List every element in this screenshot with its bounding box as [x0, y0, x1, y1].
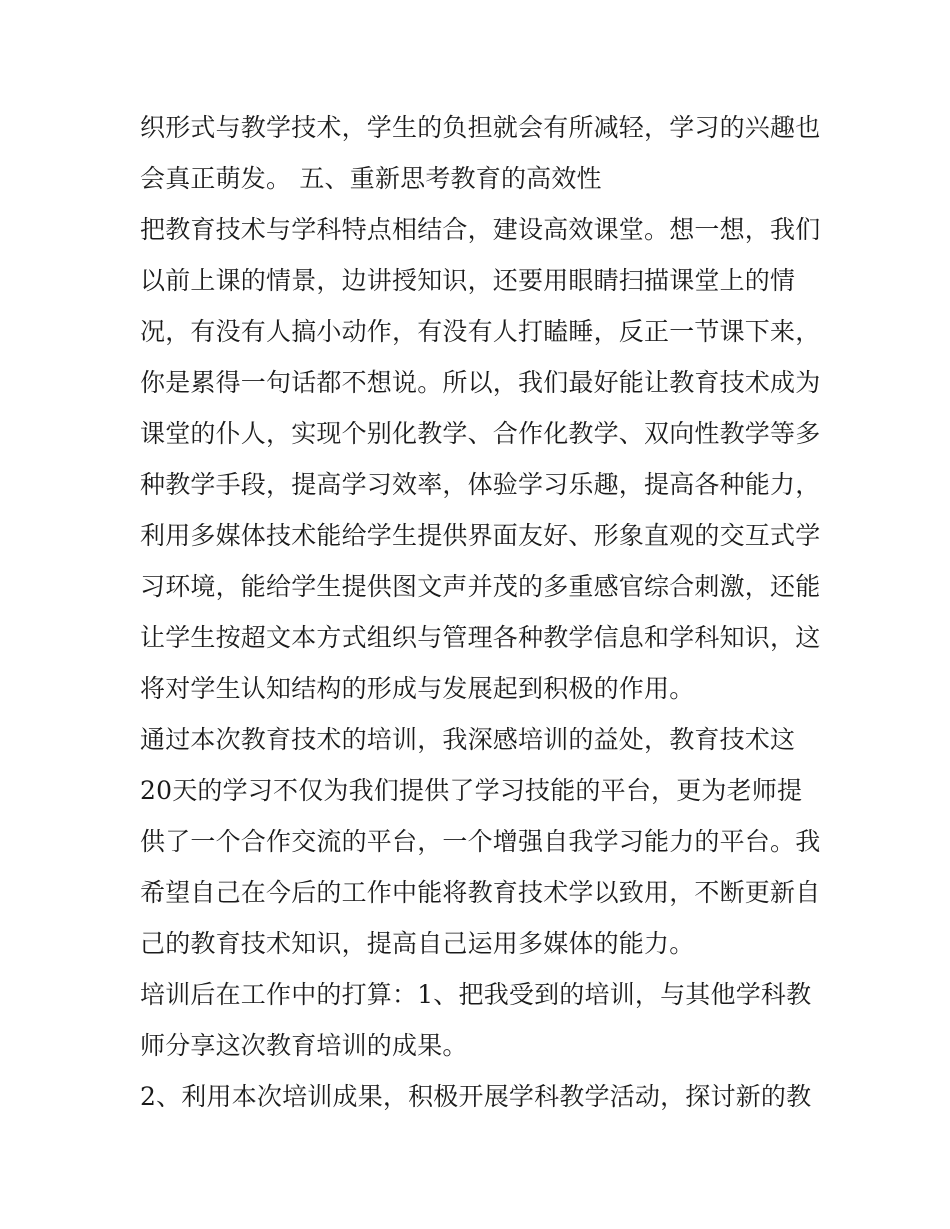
text-line-9: 利用多媒体技术能给学生提供界面友好、形象直观的交互式学	[140, 521, 821, 550]
text-line-7: 课堂的仆人，实现个别化教学、合作化教学、双向性教学等多	[140, 419, 821, 448]
text-line-14: 20天的学习不仅为我们提供了学习技能的平台，更为老师提	[140, 776, 803, 805]
text-line-19: 师分享这次教育培训的成果。	[140, 1031, 468, 1060]
text-line-4: 以前上课的情景，边讲授知识，还要用眼睛扫描课堂上的情	[140, 266, 796, 295]
text-line-13: 通过本次教育技术的培训，我深感培训的益处，教育技术这	[140, 725, 796, 754]
text-line-3: 把教育技术与学科特点相结合，建设高效课堂。想一想，我们	[140, 215, 821, 244]
text-line-16: 希望自己在今后的工作中能将教育技术学以致用，不断更新自	[140, 878, 821, 907]
text-line-6: 你是累得一句话都不想说。所以，我们最好能让教育技术成为	[140, 368, 821, 397]
text-line-12: 将对学生认知结构的形成与发展起到积极的作用。	[140, 674, 695, 703]
text-line-20: 2、利用本次培训成果，积极开展学科教学活动，探讨新的教	[140, 1082, 812, 1111]
text-line-5: 况，有没有人搞小动作，有没有人打瞌睡，反正一节课下来，	[140, 317, 821, 346]
text-line-1: 织形式与教学技术，学生的负担就会有所减轻，学习的兴趣也	[140, 113, 821, 142]
text-line-11: 让学生按超文本方式组织与管理各种教学信息和学科知识，这	[140, 623, 821, 652]
text-line-17: 己的教育技术知识，提高自己运用多媒体的能力。	[140, 929, 695, 958]
text-line-8: 种教学手段，提高学习效率，体验学习乐趣，提高各种能力，	[140, 470, 821, 499]
text-line-18: 培训后在工作中的打算：1、把我受到的培训，与其他学科教	[140, 980, 812, 1009]
text-line-15: 供了一个合作交流的平台，一个增强自我学习能力的平台。我	[140, 827, 821, 856]
text-line-2: 会真正萌发。 五、重新思考教育的高效性	[140, 164, 602, 193]
text-line-10: 习环境，能给学生提供图文声并茂的多重感官综合刺激，还能	[140, 572, 821, 601]
